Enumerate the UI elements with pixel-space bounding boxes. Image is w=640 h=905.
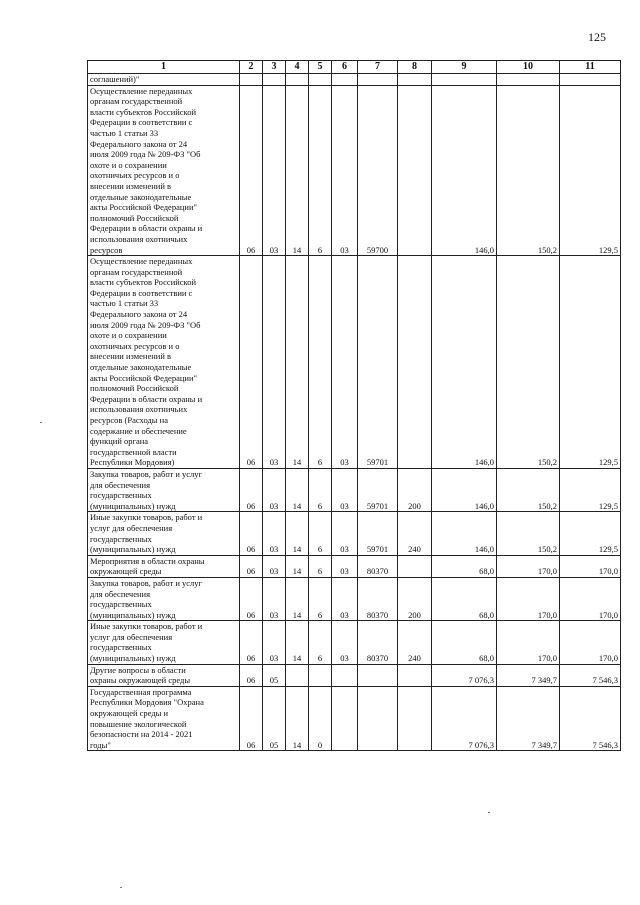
cell-code-5: 6 — [309, 85, 332, 256]
cell-code-4: 14 — [286, 686, 309, 751]
cell-code-7 — [358, 686, 398, 751]
cell-amount-11: 170,0 — [560, 577, 621, 620]
cell-code-6 — [332, 664, 358, 686]
cell-code-7 — [358, 74, 398, 86]
cell-code-6 — [332, 686, 358, 751]
cell-code-4: 14 — [286, 512, 309, 555]
cell-code-2: 06 — [240, 85, 263, 256]
cell-amount-9: 146,0 — [432, 256, 497, 469]
cell-code-3: 03 — [263, 621, 286, 664]
cell-code-5: 6 — [309, 256, 332, 469]
cell-amount-9: 146,0 — [432, 468, 497, 511]
cell-code-4 — [286, 664, 309, 686]
cell-code-3: 05 — [263, 686, 286, 751]
cell-code-2: 06 — [240, 468, 263, 511]
table-row — [88, 686, 621, 751]
header-cell: 2 — [240, 61, 263, 74]
cell-code-8 — [398, 74, 432, 86]
cell-amount-10: 7 349,7 — [497, 686, 560, 751]
cell-code-8 — [398, 85, 432, 256]
cell-amount-11: 129,5 — [560, 256, 621, 469]
cell-code-6: 03 — [332, 512, 358, 555]
cell-amount-11: 129,5 — [560, 512, 621, 555]
cell-amount-10: 150,2 — [497, 468, 560, 511]
table-row — [88, 85, 621, 256]
cell-code-8: 240 — [398, 512, 432, 555]
header-cell: 8 — [398, 61, 432, 74]
cell-code-2 — [240, 74, 263, 86]
header-cell: 4 — [286, 61, 309, 74]
row-name: Иные закупки товаров, работ и услуг для обеспечения государственных (муниципальных) нужд — [88, 512, 240, 555]
cell-code-8 — [398, 555, 432, 577]
cell-amount-10: 170,0 — [497, 555, 560, 577]
header-row — [88, 61, 621, 74]
row-name: Закупка товаров, работ и услуг для обеспечения государственных (муниципальных) нужд — [88, 577, 240, 620]
cell-amount-9: 68,0 — [432, 577, 497, 620]
cell-code-3 — [263, 74, 286, 86]
cell-code-5 — [309, 74, 332, 86]
cell-code-6: 03 — [332, 577, 358, 620]
cell-code-8: 200 — [398, 468, 432, 511]
cell-code-2: 06 — [240, 686, 263, 751]
cell-code-5: 6 — [309, 577, 332, 620]
cell-code-7: 59701 — [358, 468, 398, 511]
table-row — [88, 468, 621, 511]
cell-code-5: 6 — [309, 555, 332, 577]
cell-code-7 — [358, 664, 398, 686]
cell-code-3: 03 — [263, 577, 286, 620]
cell-code-3: 03 — [263, 555, 286, 577]
cell-code-2: 06 — [240, 664, 263, 686]
cell-code-5: 0 — [309, 686, 332, 751]
cell-code-3: 05 — [263, 664, 286, 686]
cell-code-8 — [398, 686, 432, 751]
row-name: Государственная программа Республики Мордовия "Охрана окружающей среды и повышение экологической безопасности на 2014 - 2021 годы" — [88, 686, 240, 751]
cell-code-6 — [332, 74, 358, 86]
header-cell: 5 — [309, 61, 332, 74]
header-cell: 6 — [332, 61, 358, 74]
table-row — [88, 577, 621, 620]
cell-code-5 — [309, 664, 332, 686]
table-row — [88, 555, 621, 577]
cell-amount-9: 7 076,3 — [432, 664, 497, 686]
cell-code-8: 240 — [398, 621, 432, 664]
cell-code-3: 03 — [263, 468, 286, 511]
cell-amount-11: 129,5 — [560, 468, 621, 511]
header-cell: 9 — [432, 61, 497, 74]
cell-amount-9: 7 076,3 — [432, 686, 497, 751]
scan-speck — [120, 887, 122, 888]
cell-code-6: 03 — [332, 85, 358, 256]
cell-code-5: 6 — [309, 468, 332, 511]
cell-code-7: 80370 — [358, 577, 398, 620]
cell-code-4 — [286, 74, 309, 86]
row-name: Закупка товаров, работ и услуг для обеспечения государственных (муниципальных) нужд — [88, 468, 240, 511]
cell-code-7: 59701 — [358, 256, 398, 469]
cell-code-4: 14 — [286, 468, 309, 511]
cell-amount-10: 170,0 — [497, 621, 560, 664]
cell-amount-9: 68,0 — [432, 621, 497, 664]
cell-code-8: 200 — [398, 577, 432, 620]
cell-amount-10: 150,2 — [497, 256, 560, 469]
cell-amount-10 — [497, 74, 560, 86]
cell-amount-11: 170,0 — [560, 555, 621, 577]
cell-code-4: 14 — [286, 555, 309, 577]
row-name: Иные закупки товаров, работ и услуг для обеспечения государственных (муниципальных) нужд — [88, 621, 240, 664]
header-cell: 11 — [560, 61, 621, 74]
cell-code-4: 14 — [286, 256, 309, 469]
cell-amount-10: 170,0 — [497, 577, 560, 620]
row-name: Осуществление переданных органам государственной власти субъектов Российской Федерации в соответствии с частью 1 статьи 33 Федерального закона от 24 июля 2009 года № 209-ФЗ "Об охоте и о сохранении охотничьих ресурсов и о внесении изменений в отдельные законодательные акты Российской Федерации" полномочий Российской Федерации в области охраны и использования охотничьих ресурсов — [88, 85, 240, 256]
cell-code-8 — [398, 664, 432, 686]
cell-amount-9: 146,0 — [432, 512, 497, 555]
cell-code-3: 03 — [263, 256, 286, 469]
cell-code-2: 06 — [240, 555, 263, 577]
cell-amount-9: 68,0 — [432, 555, 497, 577]
header-cell: 10 — [497, 61, 560, 74]
cell-amount-11: 7 546,3 — [560, 686, 621, 751]
cell-amount-9 — [432, 74, 497, 86]
table-row — [88, 74, 621, 86]
cell-amount-11 — [560, 74, 621, 86]
cell-amount-11: 129,5 — [560, 85, 621, 256]
table-row — [88, 621, 621, 664]
row-name: Другие вопросы в области охраны окружающей среды — [88, 664, 240, 686]
cell-amount-9: 146,0 — [432, 85, 497, 256]
cell-amount-10: 150,2 — [497, 85, 560, 256]
cell-code-7: 80370 — [358, 555, 398, 577]
cell-code-4: 14 — [286, 577, 309, 620]
table-row — [88, 512, 621, 555]
header-cell: 3 — [263, 61, 286, 74]
cell-code-5: 6 — [309, 512, 332, 555]
row-name: соглашений)" — [88, 74, 240, 86]
table-row — [88, 256, 621, 469]
page-number: 125 — [588, 30, 606, 44]
cell-code-2: 06 — [240, 577, 263, 620]
row-name: Мероприятия в области охраны окружающей среды — [88, 555, 240, 577]
cell-amount-10: 7 349,7 — [497, 664, 560, 686]
cell-code-2: 06 — [240, 256, 263, 469]
cell-amount-11: 7 546,3 — [560, 664, 621, 686]
cell-code-7: 59700 — [358, 85, 398, 256]
cell-code-3: 03 — [263, 512, 286, 555]
scan-speck — [488, 812, 490, 813]
cell-code-6: 03 — [332, 555, 358, 577]
cell-code-5: 6 — [309, 621, 332, 664]
cell-amount-10: 150,2 — [497, 512, 560, 555]
cell-code-4: 14 — [286, 85, 309, 256]
table-row — [88, 664, 621, 686]
header-cell: 1 — [88, 61, 240, 74]
budget-table — [87, 60, 621, 751]
cell-code-3: 03 — [263, 85, 286, 256]
cell-amount-11: 170,0 — [560, 621, 621, 664]
cell-code-2: 06 — [240, 512, 263, 555]
cell-code-7: 80370 — [358, 621, 398, 664]
header-cell: 7 — [358, 61, 398, 74]
cell-code-6: 03 — [332, 256, 358, 469]
cell-code-6: 03 — [332, 468, 358, 511]
row-name: Осуществление переданных органам государственной власти субъектов Российской Федерации в соответствии с частью 1 статьи 33 Федерального закона от 24 июля 2009 года № 209-ФЗ "Об охоте и о сохранении охотничьих ресурсов и о внесении изменений в отдельные законодательные акты Российской Федерации" полномочий Российской Федерации в области охраны и использования охотничьих ресурсов (Расходы на содержание и обеспечение функций органа государственной власти Республики Мордовия) — [88, 256, 240, 469]
scan-speck — [40, 422, 42, 423]
cell-code-4: 14 — [286, 621, 309, 664]
cell-code-2: 06 — [240, 621, 263, 664]
cell-code-8 — [398, 256, 432, 469]
cell-code-7: 59701 — [358, 512, 398, 555]
cell-code-6: 03 — [332, 621, 358, 664]
